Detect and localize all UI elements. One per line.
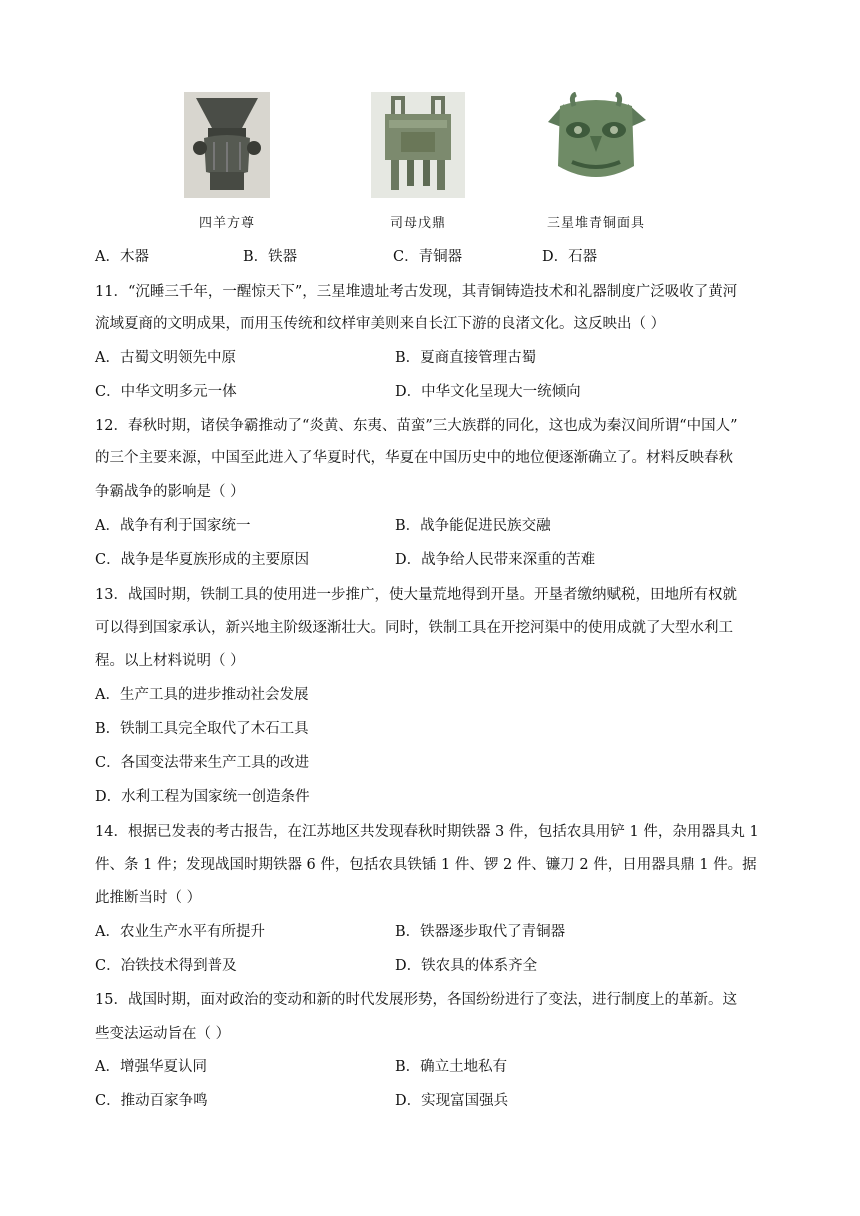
q13-stem-line: 可以得到国家承认，新兴地主阶级逐渐壮大。同时，铁制工具在开挖河渠中的使用成就了大型水利工 — [95, 620, 733, 636]
q13-option-a[interactable]: A．生产工具的进步推动社会发展 — [95, 687, 309, 703]
q14-option-a[interactable]: A．农业生产水平有所提升 — [95, 924, 265, 940]
q11-stem-line: 11．“沉睡三千年，一醒惊天下”，三星堆遗址考古发现，其青铜铸造技术和礼器制度广泛吸收了黄河 — [95, 284, 738, 300]
q14-option-b[interactable]: B．铁器逐步取代了青铜器 — [395, 924, 566, 940]
bronze-ding-cauldron-icon — [371, 92, 465, 198]
q11-option-b[interactable]: B．夏商直接管理古蜀 — [395, 350, 537, 366]
figure-caption: 三星堆青铜面具 — [546, 216, 645, 231]
figure-siyang-fangzun — [184, 92, 270, 231]
q11-stem-line: 流域夏商的文明成果，而用玉传统和纹样审美则来自长江下游的良渚文化。这反映出（ ） — [95, 316, 666, 332]
q12-option-a[interactable]: A．战争有利于国家统一 — [95, 518, 251, 534]
q14-option-d[interactable]: D．铁农具的体系齐全 — [395, 958, 538, 974]
figure-simuwu-ding — [371, 92, 465, 231]
q14-stem-line: 14．根据已发表的考古报告，在江苏地区共发现春秋时期铁器 3 件，包括农具用铲 1 件，杂用器具丸 1 — [95, 824, 759, 840]
q10-option-d[interactable]: D．石器 — [542, 249, 598, 265]
q13-option-c[interactable]: C．各国变法带来生产工具的改进 — [95, 755, 310, 771]
q14-stem-line: 件、条 1 件；发现战国时期铁器 6 件，包括农具铁锸 1 件、锣 2 件、镰刀 2 件，日用器具鼎 1 件。据 — [95, 857, 757, 873]
q12-stem-line: 12．春秋时期，诸侯争霸推动了“炎黄、东夷、苗蛮”三大族群的同化，这也成为秦汉间所谓“中国人” — [95, 418, 738, 434]
q14-option-c[interactable]: C．冶铁技术得到普及 — [95, 958, 237, 974]
bronze-mask-icon — [534, 92, 658, 198]
q12-stem-line: 争霸战争的影响是（ ） — [95, 484, 245, 500]
q10-option-c[interactable]: C．青铜器 — [393, 249, 463, 265]
q12-stem-line: 的三个主要来源，中国至此进入了华夏时代，华夏在中国历史中的地位便逐渐确立了。材料反映春秋 — [95, 450, 733, 466]
q13-option-d[interactable]: D．水利工程为国家统一创造条件 — [95, 789, 310, 805]
q10-option-a[interactable]: A．木器 — [95, 249, 149, 265]
q11-option-c[interactable]: C．中华文明多元一体 — [95, 384, 237, 400]
bronze-zun-vessel-icon — [184, 92, 270, 198]
q13-option-b[interactable]: B．铁制工具完全取代了木石工具 — [95, 721, 309, 737]
q15-option-c[interactable]: C．推动百家争鸣 — [95, 1093, 208, 1109]
q12-option-d[interactable]: D．战争给人民带来深重的苦难 — [395, 552, 596, 568]
q13-stem-line: 程。以上材料说明（ ） — [95, 653, 245, 669]
q13-stem-line: 13．战国时期，铁制工具的使用进一步推广，使大量荒地得到开垦。开垦者缴纳赋税，田地所有权就 — [95, 587, 737, 603]
q11-option-a[interactable]: A．古蜀文明领先中原 — [95, 350, 236, 366]
figure-caption: 司母戊鼎 — [389, 216, 446, 231]
q11-option-d[interactable]: D．中华文化呈现大一统倾向 — [395, 384, 581, 400]
q15-option-d[interactable]: D．实现富国强兵 — [395, 1093, 509, 1109]
q12-option-c[interactable]: C．战争是华夏族形成的主要原因 — [95, 552, 310, 568]
q15-option-b[interactable]: B．确立土地私有 — [395, 1059, 508, 1075]
artifact-figures — [0, 92, 860, 232]
q15-stem-line: 些变法运动旨在（ ） — [95, 1026, 231, 1042]
q10-option-b[interactable]: B．铁器 — [243, 249, 298, 265]
figure-caption: 四羊方尊 — [198, 216, 255, 231]
q15-stem-line: 15．战国时期，面对政治的变动和新的时代发展形势，各国纷纷进行了变法，进行制度上的革新。这 — [95, 992, 737, 1008]
q15-option-a[interactable]: A．增强华夏认同 — [95, 1059, 207, 1075]
figure-sanxingdui-mask — [534, 92, 658, 231]
q14-stem-line: 此推断当时（ ） — [95, 890, 202, 906]
q12-option-b[interactable]: B．战争能促进民族交融 — [395, 518, 551, 534]
